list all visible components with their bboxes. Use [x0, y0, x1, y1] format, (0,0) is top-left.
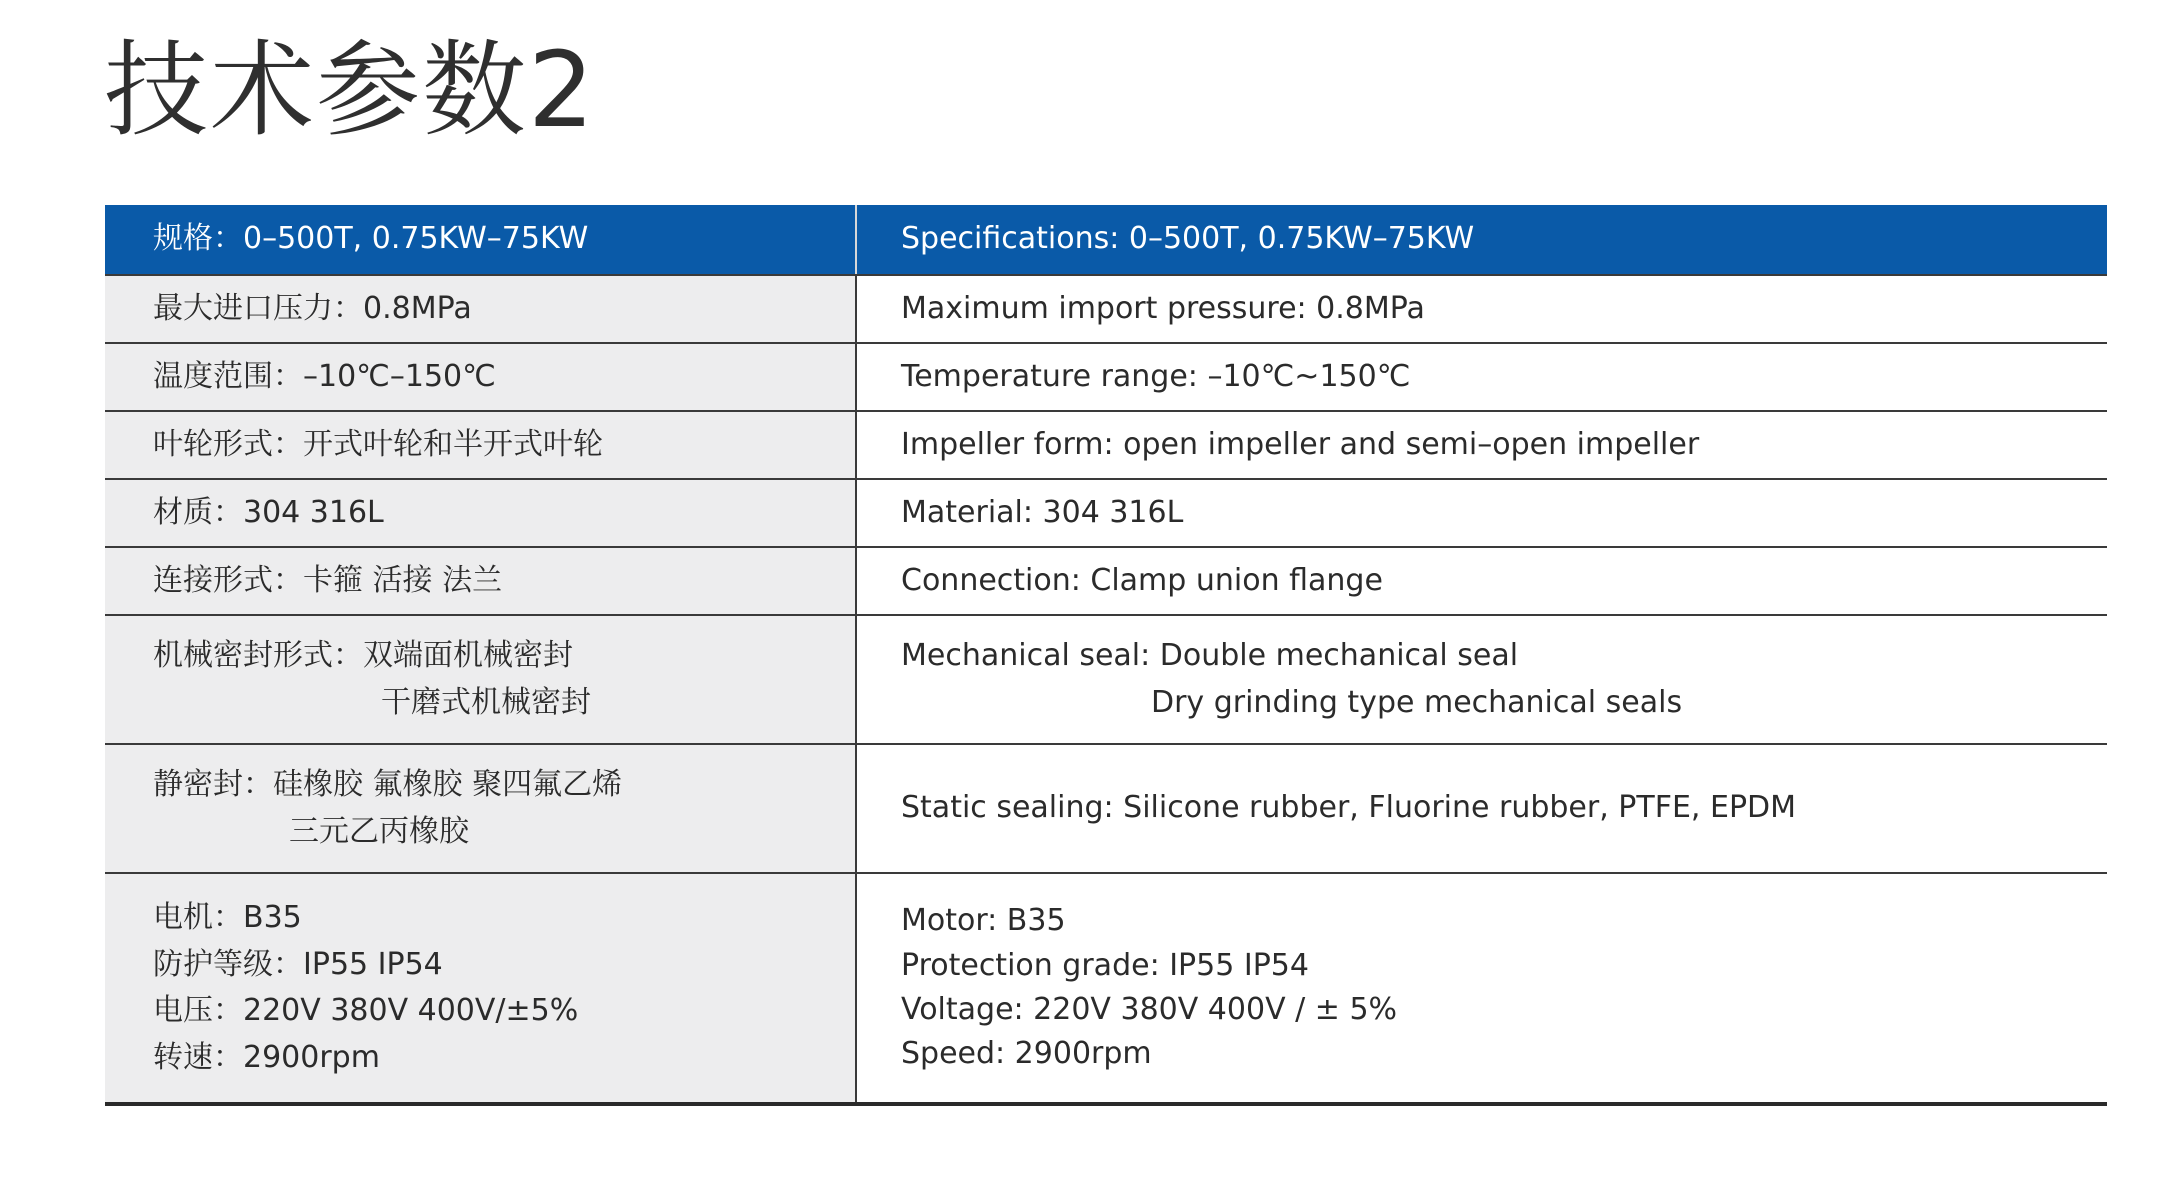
- cn-text: 防护等级：IP55 IP54: [153, 946, 443, 982]
- table-row-pressure: [105, 276, 2107, 344]
- en-cell: [857, 344, 2107, 410]
- spec-table: [105, 205, 2107, 1106]
- cn-text: 温度范围：–10℃–150℃: [153, 358, 496, 394]
- en-text: Maximum import pressure: 0.8MPa: [901, 290, 1425, 326]
- en-text: Dry grinding type mechanical seals: [1151, 684, 1683, 720]
- table-row-impeller: [105, 412, 2107, 480]
- cn-cell: [105, 412, 857, 478]
- en-cell: [857, 412, 2107, 478]
- header-cn-cell: [105, 205, 857, 274]
- cn-cell: [105, 874, 857, 1102]
- cn-text: 转速：2900rpm: [153, 1039, 380, 1075]
- table-row-material: [105, 480, 2107, 548]
- table-row-temperature: [105, 344, 2107, 412]
- cn-text: 静密封：硅橡胶 氟橡胶 聚四氟乙烯: [153, 767, 623, 802]
- en-cell: [857, 745, 2107, 872]
- cn-text: 干磨式机械密封: [381, 684, 591, 720]
- table-row-mechanical-seal: [105, 616, 2107, 745]
- en-text: Material: 304 316L: [901, 494, 1184, 530]
- en-text: Voltage: 220V 380V 400V / ± 5%: [901, 992, 1398, 1027]
- en-text: Connection: Clamp union flange: [901, 562, 1383, 598]
- cn-cell: [105, 745, 857, 872]
- cn-cell: [105, 480, 857, 546]
- en-text: Mechanical seal: Double mechanical seal: [901, 638, 1519, 673]
- en-text: Motor: B35: [901, 903, 1066, 939]
- cn-cell: [105, 276, 857, 342]
- en-text: Speed: 2900rpm: [901, 1036, 1152, 1072]
- en-cell: [857, 480, 2107, 546]
- page-title: 技术参数2: [104, 29, 597, 151]
- header-en-text: Specifications: 0–500T, 0.75KW–75KW: [901, 221, 1475, 257]
- cn-text: 电压：220V 380V 400V/±5%: [153, 993, 579, 1028]
- table-row-motor: [105, 874, 2107, 1106]
- cn-text: 最大进口压力：0.8MPa: [153, 290, 472, 326]
- cn-cell: [105, 344, 857, 410]
- cn-text: 电机：B35: [153, 900, 302, 935]
- cn-text: 三元乙丙橡胶: [289, 813, 469, 849]
- cn-cell: [105, 548, 857, 614]
- cn-text: 机械密封形式：双端面机械密封: [153, 638, 573, 673]
- en-cell: [857, 276, 2107, 342]
- table-row-connection: [105, 548, 2107, 616]
- en-text: Protection grade: IP55 IP54: [901, 947, 1309, 983]
- en-cell: [857, 548, 2107, 614]
- en-cell: [857, 616, 2107, 743]
- en-text: Static sealing: Silicone rubber, Fluorine rubber, PTFE, EPDM: [901, 790, 1797, 826]
- cn-text: 连接形式：卡箍 活接 法兰: [153, 562, 503, 598]
- cn-text: 叶轮形式：开式叶轮和半开式叶轮: [153, 426, 603, 462]
- table-row-static-seal: [105, 745, 2107, 874]
- header-en-cell: [857, 205, 2107, 274]
- en-cell: [857, 874, 2107, 1102]
- cn-cell: [105, 616, 857, 743]
- header-cn-text: 规格：0–500T, 0.75KW–75KW: [153, 221, 589, 257]
- en-text: Impeller form: open impeller and semi–open impeller: [901, 426, 1700, 462]
- cn-text: 材质：304 316L: [153, 494, 384, 530]
- en-text: Temperature range: –10℃~150℃: [901, 358, 1411, 394]
- table-header-row: [105, 205, 2107, 276]
